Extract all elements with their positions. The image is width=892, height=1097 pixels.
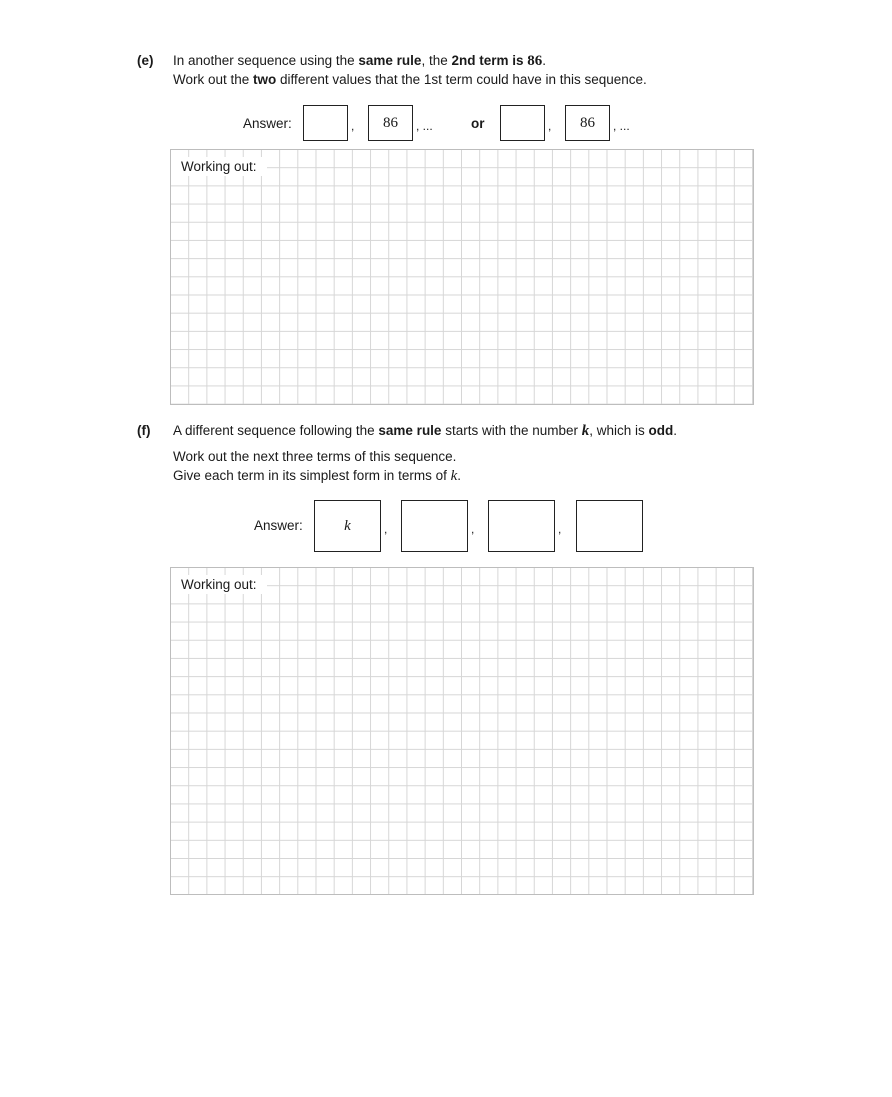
part-f-working-label: Working out: bbox=[171, 575, 267, 594]
ellipsis: , ... bbox=[416, 119, 433, 133]
comma-separator: , bbox=[351, 119, 355, 133]
part-f-answer-box-2[interactable] bbox=[401, 500, 468, 552]
part-e-answer-box-4: 86 bbox=[565, 105, 610, 141]
text-segment: In another sequence using the bbox=[173, 53, 359, 68]
part-e-working-label: Working out: bbox=[171, 157, 267, 176]
part-f-answer-box-3[interactable] bbox=[488, 500, 555, 552]
emphasis-same-rule: same rule bbox=[358, 53, 422, 68]
part-f-label: (f) bbox=[137, 423, 151, 438]
part-f-question-line-1 bbox=[173, 423, 677, 440]
text-segment: , the bbox=[421, 53, 452, 68]
part-e-answer-box-1[interactable] bbox=[303, 105, 348, 141]
emphasis-2nd-term: 2nd term is bbox=[451, 53, 528, 68]
text-segment: A different sequence following the bbox=[173, 423, 379, 438]
part-f-answer-box-1: k bbox=[314, 500, 381, 552]
part-e-answer-box-3[interactable] bbox=[500, 105, 545, 141]
part-f-answer-label: Answer: bbox=[254, 518, 303, 533]
part-f-question-line-3 bbox=[173, 468, 461, 485]
variable-k: k bbox=[581, 423, 590, 439]
part-e-working-grid[interactable] bbox=[170, 149, 754, 405]
part-e-answer-label: Answer: bbox=[243, 116, 292, 131]
emphasis-same-rule: same rule bbox=[378, 423, 442, 438]
comma-separator: , bbox=[548, 119, 552, 133]
part-e-question-line-1 bbox=[173, 53, 546, 70]
text-segment: . bbox=[457, 468, 462, 483]
emphasis-odd: odd bbox=[648, 423, 674, 438]
text-segment: . bbox=[542, 53, 547, 68]
comma-separator: , bbox=[384, 522, 388, 536]
variable-k: k bbox=[450, 468, 458, 484]
text-segment: . bbox=[673, 423, 678, 438]
part-f-answer-box-4[interactable] bbox=[576, 500, 643, 552]
ellipsis: , ... bbox=[613, 119, 630, 133]
part-f-question-line-2: Work out the next three terms of this sequence. bbox=[173, 449, 457, 464]
emphasis-two: two bbox=[253, 72, 277, 87]
part-f-working-grid[interactable] bbox=[170, 567, 754, 895]
part-e-question-line-2 bbox=[173, 72, 647, 87]
comma-separator: , bbox=[558, 522, 562, 536]
text-segment: different values that the 1st term could have in this sequence. bbox=[276, 72, 647, 87]
part-e-label: (e) bbox=[137, 53, 154, 68]
text-segment: Work out the bbox=[173, 72, 254, 87]
emphasis-86: 86 bbox=[527, 53, 543, 69]
or-label: or bbox=[471, 116, 485, 131]
text-segment: , which is bbox=[589, 423, 649, 438]
comma-separator: , bbox=[471, 522, 475, 536]
text-segment: Give each term in its simplest form in terms of bbox=[173, 468, 451, 483]
part-e-answer-box-2: 86 bbox=[368, 105, 413, 141]
text-segment: starts with the number bbox=[441, 423, 582, 438]
